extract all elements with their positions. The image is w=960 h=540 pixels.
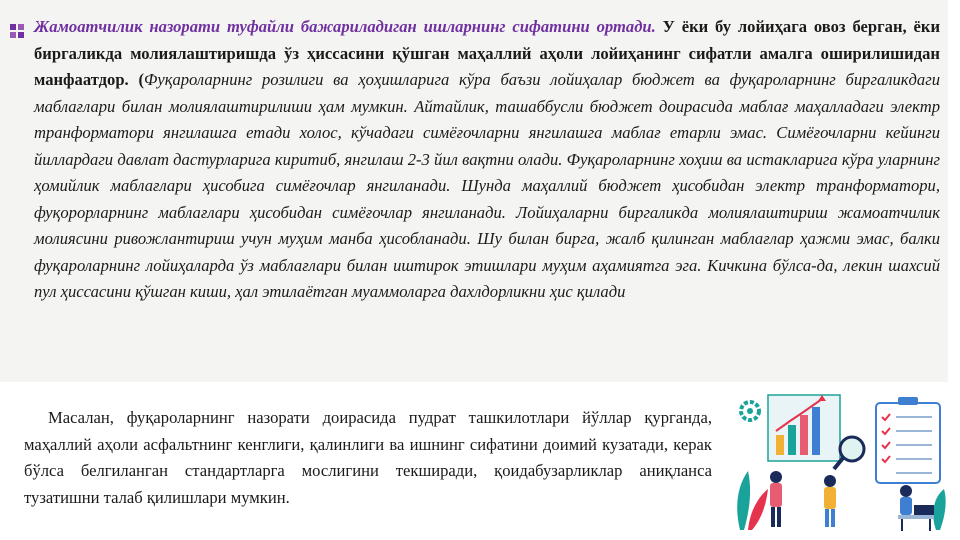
example-paragraph: Масалан, фуқароларнинг назорати доирасида пудрат ташкилотлари йўллар қурганда, маҳаллий аҳоли асфальтнинг кенглиги, қалинлиги ва ишнинг сифатини доимий кузатади, керак бўлса белгиланган стандартларга мослигини текширади, қоидабузарликлар аниқланса тузатишни талаб қилишлари мумкин. — [24, 408, 712, 507]
diamond-bullet-icon — [6, 20, 28, 42]
italic-explanation: Фуқароларнинг розилиги ва ҳоҳишларига кўра баъзи лойиҳалар бюджет ва фуқароларнинг биргаликдаги маблағлари билан молиялаштирилиши ҳам мумкин. Айтайлик, ташаббусли бюджет доирасида маблағ маҳалладаги электр транформатори янгилашга етади холос, кўчадаги симёғочларни янгилашга маблағ етарли эмас. Симёғочларни кейинги йиллардаги давлат дастурларига киритиб, янгилаш 2-3 йил вақтни олади. Фуқароларнинг хоҳиш ва истакларига кўра уларнинг ҳомийлик маблағлари ҳисобига симёғочлар янгиланади. Шунда маҳаллий бюджет ҳисобидан электр транформатори, фуқорорларнинг маблағлари ҳисобидан симёғочлар янгиланади. Лойиҳаларни биргаликда молиялаштириш жамоатчилик молиясини ривожлантириш учун муҳим манба ҳисобланади. Шу билан бирга, жалб қилинган маблағлар ҳажми эмас, балки фуқароларнинг лойиҳаларда ўз маблағлари билан иштирок этишлари муҳим аҳамиятга эга. Кичкина бўлса-да, лекин шахсий пул ҳиссасини қўшган киши, ҳал этилаётган муаммоларга дахлдорликни ҳис қилади — [34, 70, 941, 301]
lead-sentence: Жамоатчилик назорати туфайли бажариладиган ишларнинг сифатини ортади. — [34, 17, 656, 36]
team-analytics-illustration — [730, 385, 956, 535]
bold-sentence: У ёки бу лойиҳага овоз берган, ёки биргаликда молиялаштиришда ўз ҳиссасини қўшган маҳаллий аҳоли лойиҳанинг сифатли амалга оширилишидан манфаатдор. ( — [34, 17, 941, 89]
main-paragraph — [34, 14, 940, 306]
